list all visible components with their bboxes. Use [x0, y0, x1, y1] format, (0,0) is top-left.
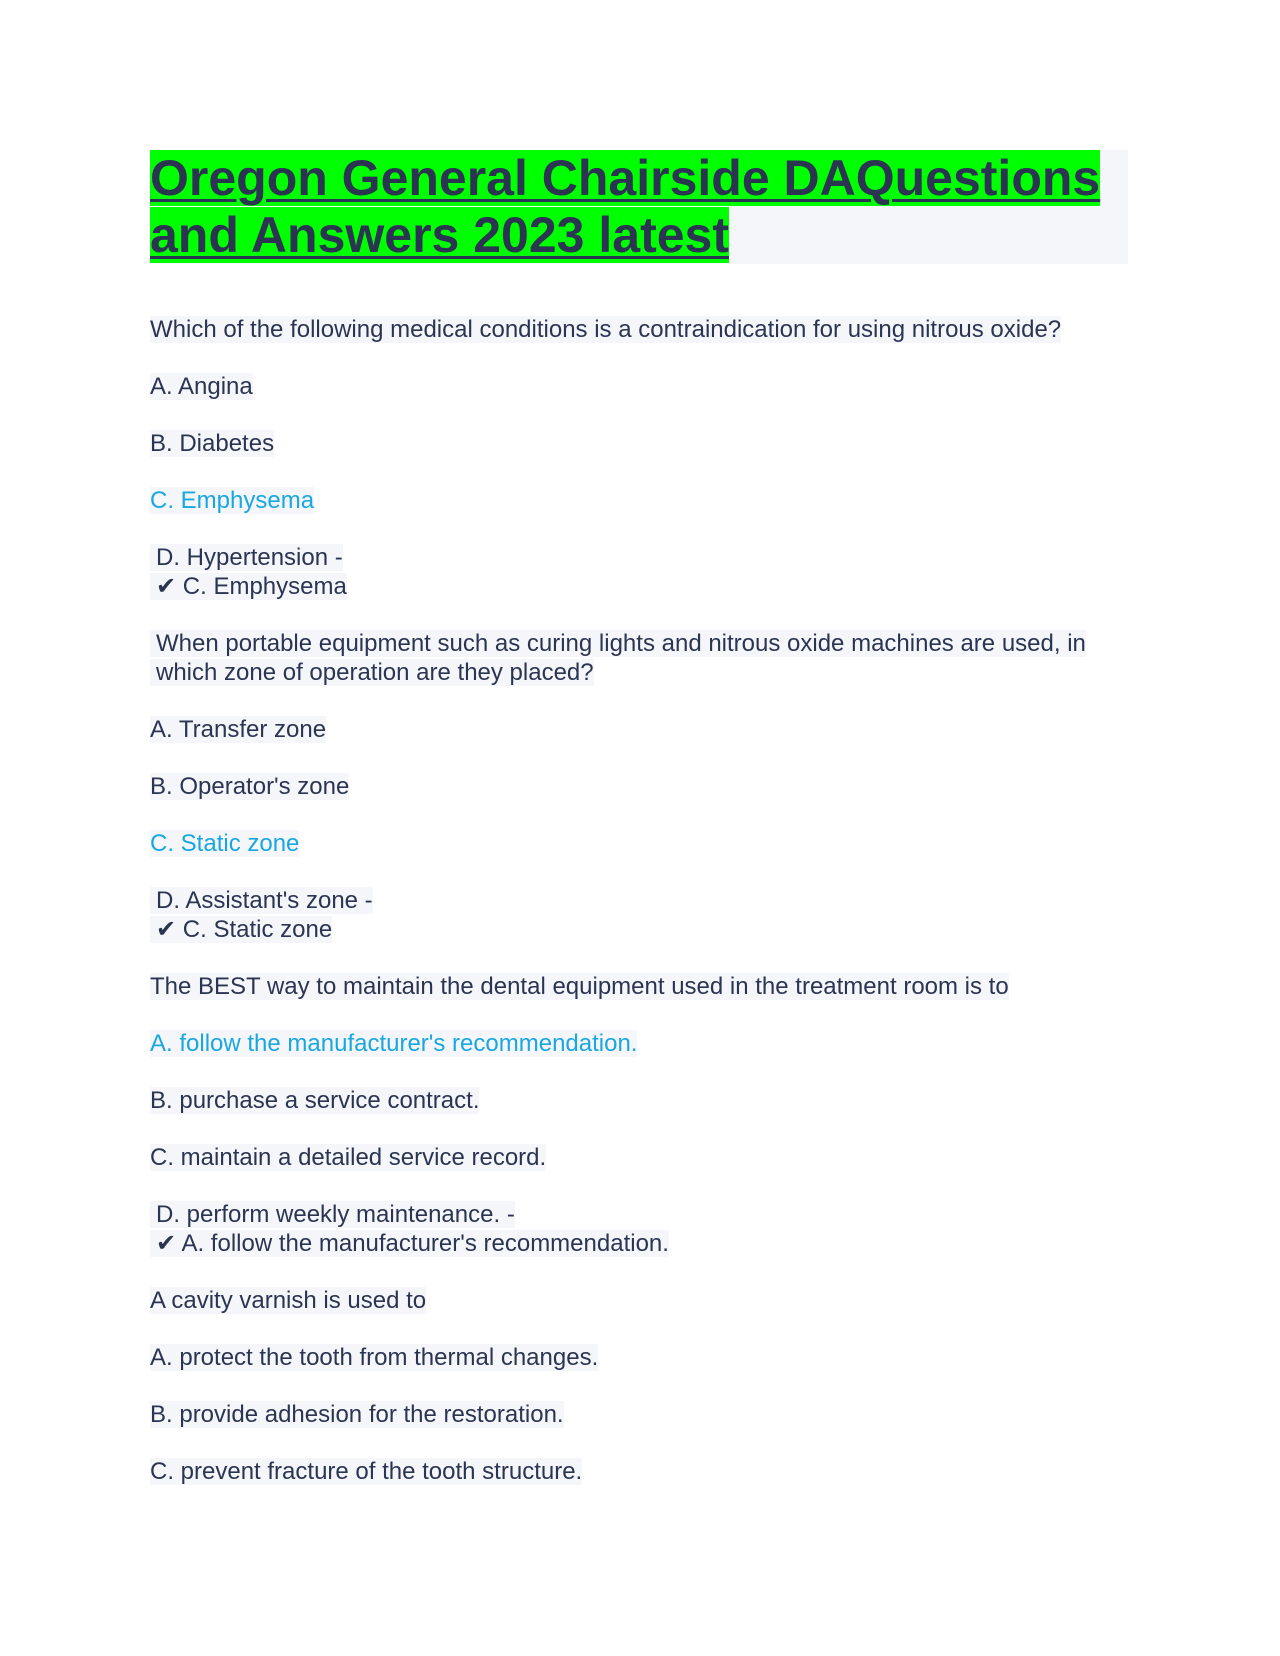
question-3-option-a-correct: A. follow the manufacturer's recommendation.: [150, 1030, 638, 1057]
question-1-text: Which of the following medical conditions is a contraindication for using nitrous oxide?: [150, 316, 1062, 343]
title-line-2: and Answers 2023 latest: [150, 207, 729, 263]
question-3-option-b: B. purchase a service contract.: [150, 1087, 480, 1114]
question-3-option-c: C. maintain a detailed service record.: [150, 1144, 547, 1171]
question-1-option-c-correct: C. Emphysema: [150, 487, 315, 514]
document-title: [150, 150, 1128, 264]
question-4-text: A cavity varnish is used to: [150, 1287, 427, 1314]
question-1-option-d: D. Hypertension - ✔ C. Emphysema: [150, 543, 347, 601]
question-2-option-b: B. Operator's zone: [150, 773, 350, 800]
question-3-option-d: D. perform weekly maintenance. - ✔ A. follow the manufacturer's recommendation.: [150, 1200, 669, 1258]
question-4-option-c: C. prevent fracture of the tooth structure.: [150, 1458, 583, 1485]
question-2-text: When portable equipment such as curing lights and nitrous oxide machines are used, in which zone of operation are they placed?: [150, 629, 1086, 687]
title-block: [150, 150, 1128, 264]
question-4-option-a: A. protect the tooth from thermal changes.: [150, 1344, 599, 1371]
check-icon: ✔: [156, 573, 177, 600]
check-icon: ✔: [156, 1230, 177, 1257]
question-3-answer: A. follow the manufacturer's recommendation.: [181, 1230, 669, 1257]
question-2-option-c-correct: C. Static zone: [150, 830, 300, 857]
question-1-option-b: B. Diabetes: [150, 430, 275, 457]
question-1-answer: C. Emphysema: [182, 573, 347, 600]
question-2-answer: C. Static zone: [182, 916, 333, 943]
question-1-option-a: A. Angina: [150, 373, 253, 400]
title-line-1: Oregon General Chairside DAQuestions: [150, 150, 1101, 206]
question-2-option-d: D. Assistant's zone - ✔ C. Static zone: [150, 886, 373, 944]
question-3-text: The BEST way to maintain the dental equipment used in the treatment room is to: [150, 973, 1009, 1000]
question-4-option-b: B. provide adhesion for the restoration.: [150, 1401, 564, 1428]
check-icon: ✔: [156, 916, 177, 943]
question-2-option-a: A. Transfer zone: [150, 716, 327, 743]
